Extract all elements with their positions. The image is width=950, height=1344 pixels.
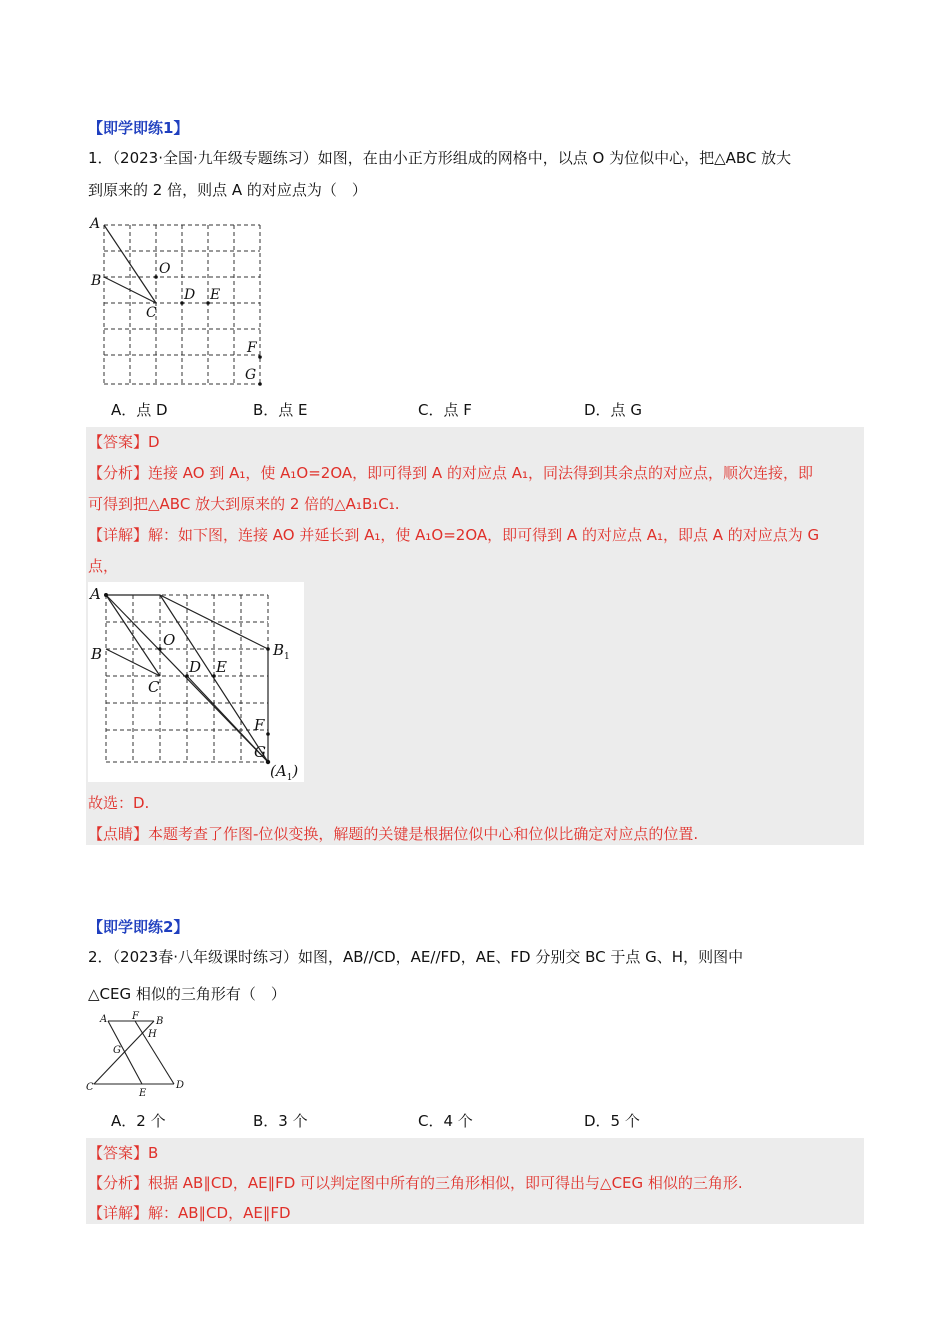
- q1-sol-label-D: D: [189, 658, 202, 676]
- q1-option-d[interactable]: D．点 G: [584, 401, 642, 419]
- q1-label-F: F: [247, 340, 257, 356]
- q1-label-B: B: [91, 273, 102, 289]
- q2-stem-line2: △CEG 相似的三角形有（ ）: [88, 985, 286, 1003]
- q2-stem-line1: 2．（2023春·八年级课时练习）如图，AB//CD，AE//FD，AE、FD 分别交 BC 于点 G、H，则图中: [88, 948, 744, 966]
- q1-sol-label-G: G: [254, 743, 266, 761]
- q1-label-G: G: [245, 367, 257, 383]
- q2-label-B: B: [156, 1016, 164, 1027]
- q1-sol-label-C: C: [148, 678, 160, 696]
- q2-label-F: F: [132, 1011, 139, 1022]
- q1-sol-label-E: E: [216, 658, 227, 676]
- q2-label-C: C: [86, 1082, 94, 1093]
- q1-option-a[interactable]: A．点 D: [111, 401, 168, 419]
- q1-sol-label-A1: $(A_1)$: [270, 762, 299, 782]
- q1-header: 【即学即练1】: [88, 119, 189, 137]
- q1-sol-label-B1: $B_1$: [273, 641, 290, 662]
- q1-grid-figure: [88, 212, 268, 392]
- q1-comment: 【点睛】本题考查了作图-位似变换，解题的关键是根据位似中心和位似比确定对应点的位置.: [88, 825, 699, 843]
- q2-option-d[interactable]: D．5 个: [584, 1112, 640, 1130]
- q1-label-C: C: [146, 305, 157, 321]
- q1-solution-figure: [88, 582, 304, 782]
- q1-sol-label-A: A: [90, 585, 101, 603]
- q2-analysis: 【分析】根据 AB∥CD，AE∥FD 可以判定图中所有的三角形相似，即可得出与△CEG 相似的三角形.: [88, 1174, 743, 1192]
- q2-option-c[interactable]: C．4 个: [418, 1112, 473, 1130]
- q1-sol-label-B: B: [91, 645, 103, 663]
- q1-label-O: O: [159, 261, 171, 277]
- q1-analysis-line1: 【分析】连接 AO 到 A₁，使 A₁O=2OA，即可得到 A 的对应点 A₁，同法得到其余点的对应点，顺次连接，即: [88, 464, 813, 482]
- q2-label-A: A: [100, 1014, 108, 1025]
- q2-label-E: E: [139, 1088, 147, 1099]
- q1-option-c[interactable]: C．点 F: [418, 401, 472, 419]
- q2-header: 【即学即练2】: [88, 918, 189, 936]
- q1-conclusion: 故选：D.: [88, 794, 150, 812]
- q1-stem-line2: 到原来的 2 倍，则点 A 的对应点为（ ）: [88, 181, 367, 199]
- q1-label-E: E: [210, 287, 221, 303]
- q2-answer: 【答案】B: [88, 1144, 159, 1162]
- q2-option-a[interactable]: A．2 个: [111, 1112, 166, 1130]
- q1-label-D: D: [184, 287, 196, 303]
- q2-label-G: G: [113, 1045, 121, 1056]
- q1-stem-line1: 1．（2023·全国·九年级专题练习）如图，在由小正方形组成的网格中，以点 O 为位似中心，把△ABC 放大: [88, 149, 792, 167]
- q1-detail-line2: 点，: [88, 557, 119, 575]
- q2-option-b[interactable]: B．3 个: [253, 1112, 308, 1130]
- q2-label-D: D: [176, 1080, 185, 1091]
- q2-label-H: H: [148, 1029, 157, 1040]
- q1-option-b[interactable]: B．点 E: [253, 401, 308, 419]
- q2-figure: [84, 1010, 194, 1102]
- q1-sol-label-F: F: [254, 716, 265, 734]
- q1-sol-label-O: O: [163, 631, 176, 649]
- q2-detail: 【详解】解：AB∥CD，AE∥FD: [88, 1204, 291, 1222]
- q1-analysis-line2: 可得到把△ABC 放大到原来的 2 倍的△A₁B₁C₁.: [88, 495, 400, 513]
- q1-detail-line1: 【详解】解：如下图，连接 AO 并延长到 A₁，使 A₁O=2OA，即可得到 A 的对应点 A₁，即点 A 的对应点为 G: [88, 526, 820, 544]
- q1-label-A: A: [90, 216, 101, 232]
- q1-answer: 【答案】D: [88, 433, 160, 451]
